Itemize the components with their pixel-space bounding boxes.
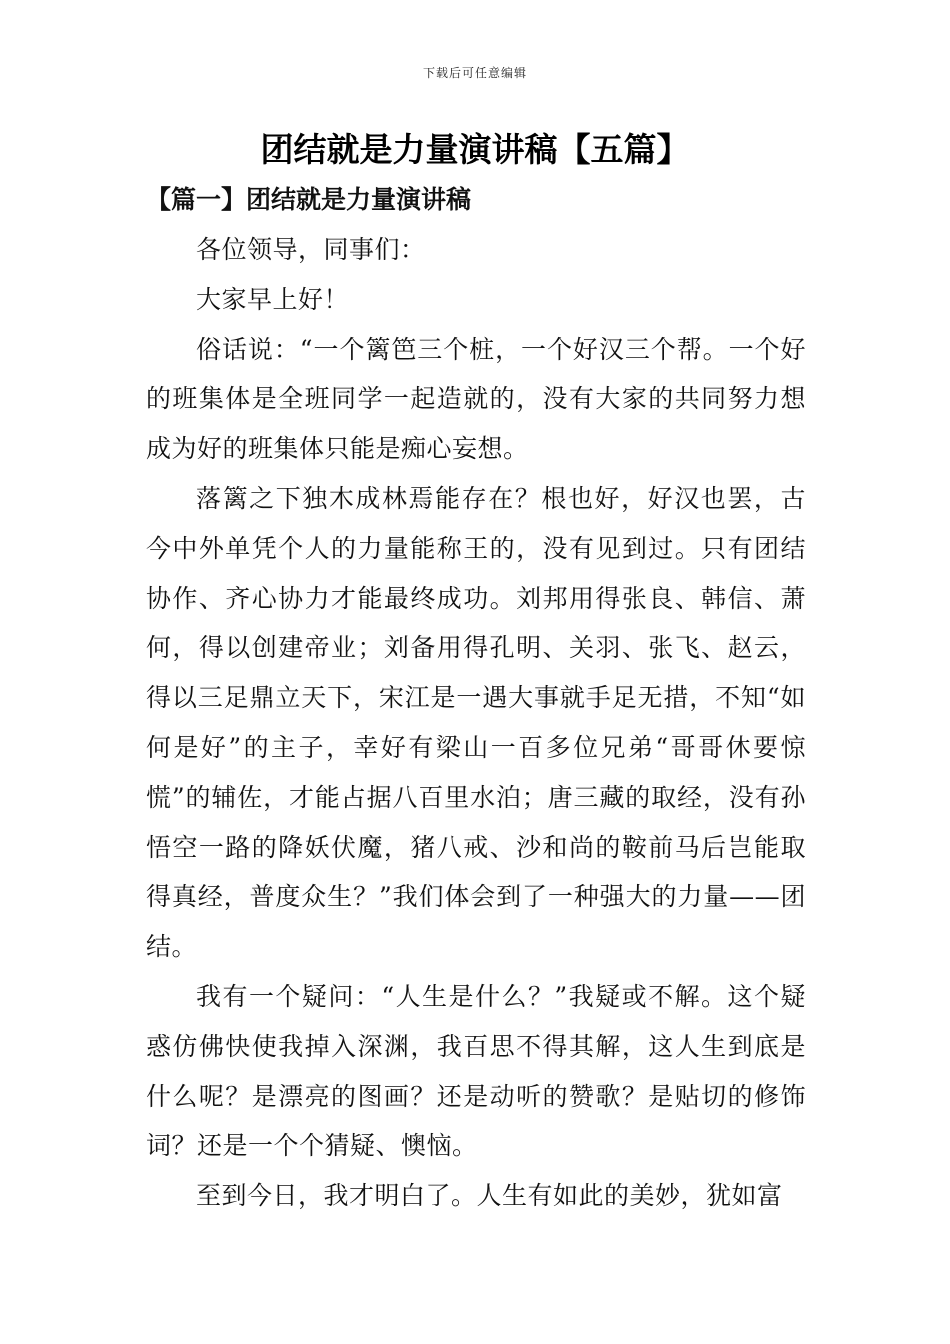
header-note: 下载后可任意编辑 — [422, 66, 527, 80]
paragraph-greeting: 各位领导，同事们： — [196, 235, 426, 264]
paragraph: 至到今日，我才明白了。人生有如此的美妙，犹如富 — [196, 1181, 783, 1211]
document-body — [146, 225, 806, 1221]
paragraph: 我有一个疑问：“人生是什么？”我疑或不解。这个疑惑仿佛快使我掉入深渊，我百思不得其解，这人生到底是什么呢？是漂亮的图画？还是动听的赞歌？是贴切的修饰词？还是一个个猜疑、懊恼。 — [146, 981, 806, 1161]
paragraph: 俗话说：“一个篱笆三个桩，一个好汉三个帮。一个好的班集体是全班同学一起造就的，没有大家的共同努力想成为好的班集体只能是痴心妄想。 — [146, 334, 806, 464]
document-title: 团结就是力量演讲稿【五篇】 — [260, 130, 690, 169]
section-heading: 【篇一】团结就是力量演讲稿 — [146, 185, 472, 214]
paragraph-good-morning: 大家早上好！ — [196, 284, 350, 314]
paragraph: 落篱之下独木成林焉能存在？根也好，好汉也罢，古今中外单凭个人的力量能称王的，没有见到过。只有团结协作、齐心协力才能最终成功。刘邦用得张良、韩信、萧何，得以创建帝业；刘备用得孔明、关羽、张飞、赵云，得以三足鼎立天下，宋江是一遇大事就手足无措，不知“如何是好”的主子，幸好有梁山一百多位兄弟“哥哥休要惊慌”的辅佐，才能占据八百里水泊；唐三藏的取经，没有孙悟空一路的降妖伏魔，猪八戒、沙和尚的鞍前马后岂能取得真经，普度众生？”我们体会到了一种强大的力量——团结。 — [146, 483, 806, 962]
